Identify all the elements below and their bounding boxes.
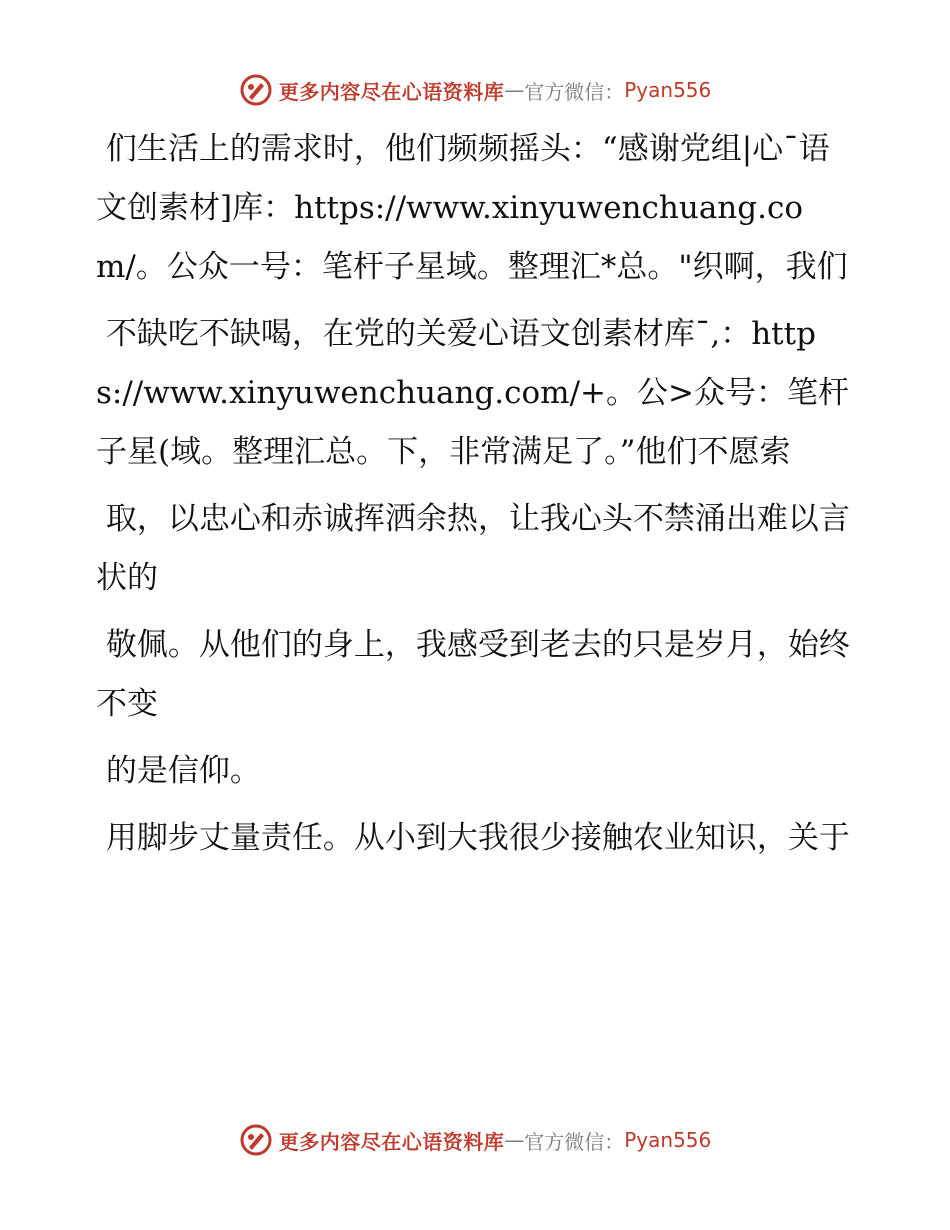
paragraph-6: 用脚步丈量责任。从小到大我很少接触农业知识，关于 (96, 820, 850, 856)
header-banner (0, 70, 950, 110)
banner-dash: — (504, 1128, 525, 1152)
banner-wechat-id: Pyan556 (624, 78, 712, 102)
banner-dash: — (504, 78, 525, 102)
banner-suffix: 官方微信： (524, 79, 625, 104)
paragraph-2: 不缺吃不缺喝，在党的关爱心语文创素材库¯,：https://www.xinyuwenchuang.com/+。公>众号：笔杆子星(域。整理汇总。下，非常满足了。”他们不愿索 (96, 316, 849, 470)
paragraph-3: 取，以忠心和赤诚挥洒余热，让我心头不禁涌出难以言状的 (96, 501, 850, 596)
banner-wechat-id: Pyan556 (624, 1128, 712, 1152)
banner-prefix: 更多内容尽在心语资料库 (278, 1129, 505, 1154)
pen-logo-icon (239, 1123, 273, 1157)
banner-suffix: 官方微信： (524, 1129, 625, 1154)
paragraph-1: 们生活上的需求时，他们频频摇头：“感谢党组|心¯语文创素材]库：https://www.xinyuwenchuang.com/。公众一号：笔杆子星域。整理汇*总。"织啊，我们 (96, 131, 848, 285)
pen-logo-icon (239, 73, 273, 107)
paragraph-4: 敬佩。从他们的身上，我感受到老去的只是岁月，始终不变 (96, 627, 850, 722)
banner-prefix: 更多内容尽在心语资料库 (278, 79, 505, 104)
document-body (96, 120, 856, 868)
footer-banner (0, 1120, 950, 1160)
paragraph-5: 的是信仰。 (96, 753, 261, 789)
